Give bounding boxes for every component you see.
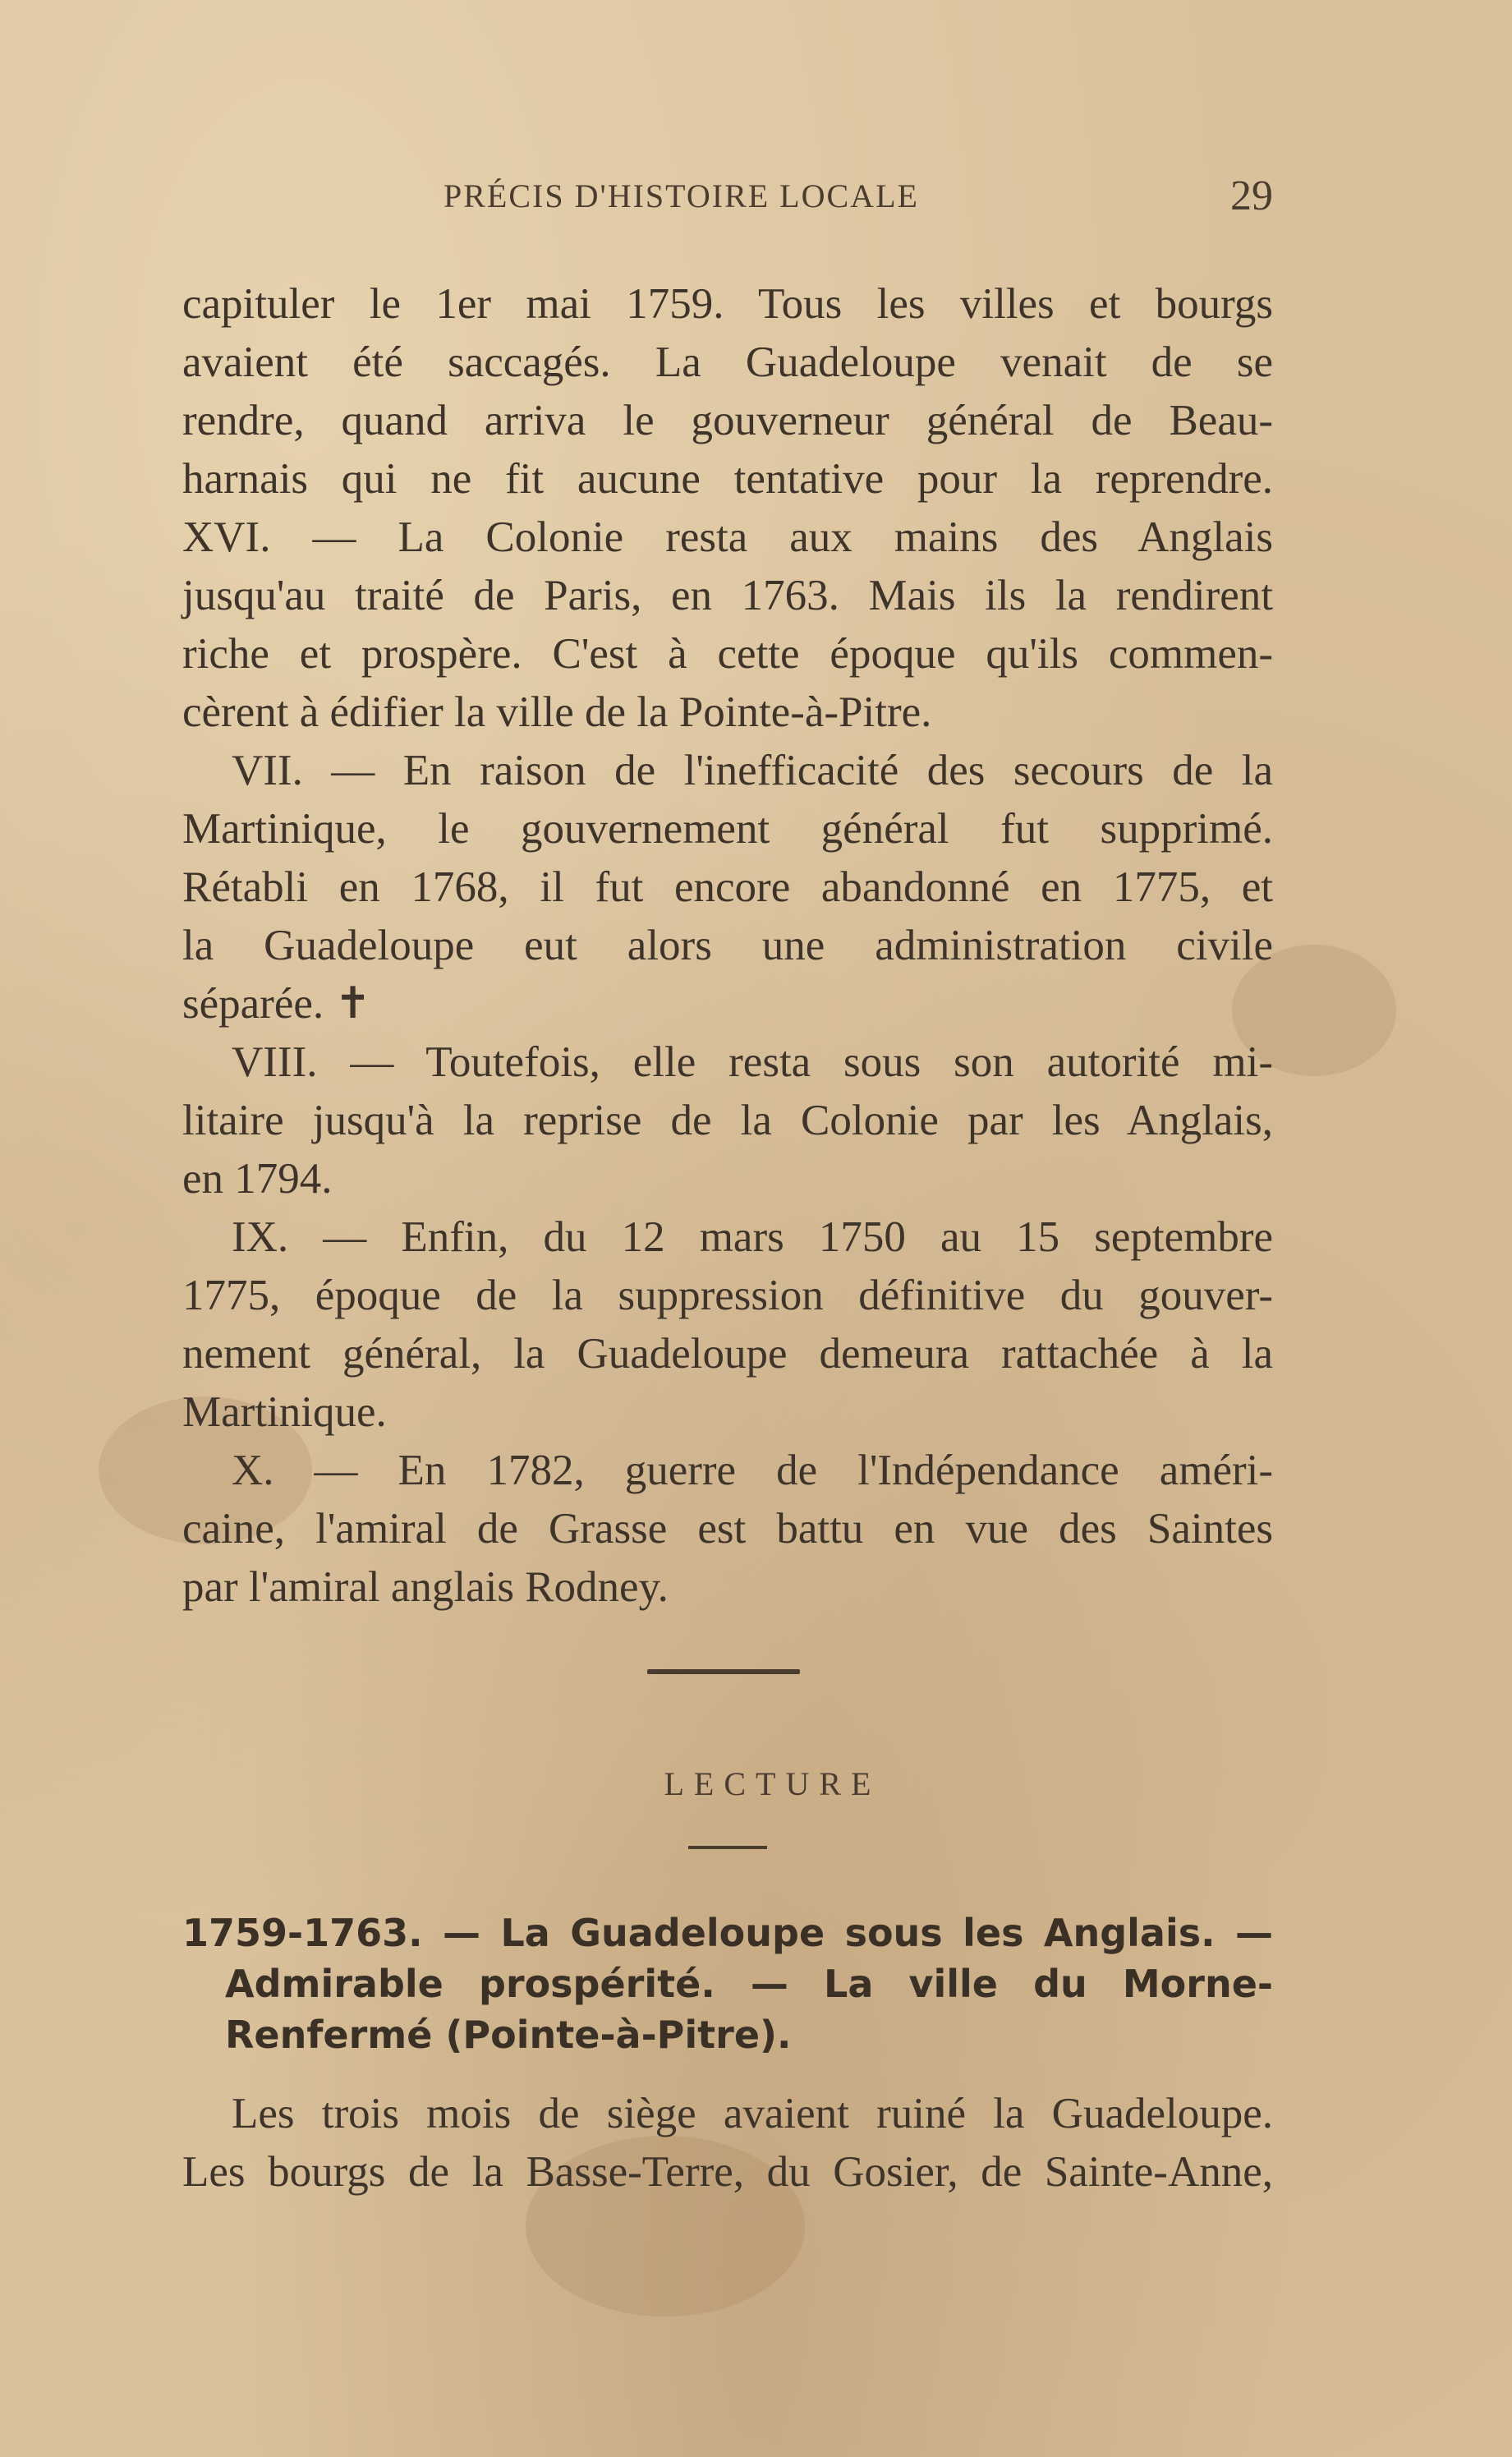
text-line: VII. — En raison de l'inefficacité des secours de la xyxy=(232,747,1273,794)
text-line: caine, l'amiral de Grasse est battu en vue des Saintes xyxy=(182,1505,1273,1553)
text-line: IX. — Enfin, du 12 mars 1750 au 15 septembre xyxy=(232,1213,1273,1261)
text-line: harnais qui ne fit aucune tentative pour la reprendre. xyxy=(182,455,1273,503)
text-line: Admirable prospérité. — La ville du Morne- xyxy=(225,1962,1273,2006)
lecture-text xyxy=(182,2085,1273,2202)
section-title: LECTURE xyxy=(664,1765,881,1802)
title-underline xyxy=(688,1846,767,1849)
text-line: Martinique, le gouvernement général fut supprimé. xyxy=(182,805,1273,853)
text-line: nement général, la Guadeloupe demeura rattachée à la xyxy=(182,1330,1273,1378)
text-line: en 1794. xyxy=(182,1155,333,1203)
text-line: Martinique. xyxy=(182,1388,387,1436)
text-line: la Guadeloupe eut alors une administration civile xyxy=(182,922,1273,969)
text-line: par l'amiral anglais Rodney. xyxy=(182,1563,669,1611)
text-line: rendre, quand arriva le gouverneur général de Beau- xyxy=(182,397,1273,444)
page-number: 29 xyxy=(1230,173,1273,219)
text-line: cèrent à édifier la ville de la Pointe-à-Pitre. xyxy=(182,688,932,736)
text-line: riche et prospère. C'est à cette époque qu'ils commen- xyxy=(182,630,1273,678)
text-line: jusqu'au traité de Paris, en 1763. Mais ils la rendirent xyxy=(182,572,1273,619)
text-line: 1775, époque de la suppression définitive du gouver- xyxy=(182,1272,1273,1319)
text-line: Les bourgs de la Basse-Terre, du Gosier, de Sainte-Anne, xyxy=(182,2148,1273,2196)
text-line: capituler le 1er mai 1759. Tous les villes et bourgs xyxy=(182,280,1273,328)
text-line: Renfermé (Pointe-à-Pitre). xyxy=(225,2013,792,2057)
text-line: Rétabli en 1768, il fut encore abandonné en 1775, et xyxy=(182,863,1273,911)
running-title: PRÉCIS D'HISTOIRE LOCALE xyxy=(443,177,919,214)
text-line: XVI. — La Colonie resta aux mains des Anglais xyxy=(182,513,1273,561)
page-header xyxy=(443,173,1273,226)
text-line: Les trois mois de siège avaient ruiné la Guadeloupe. xyxy=(232,2090,1273,2137)
text-line: X. — En 1782, guerre de l'Indépendance améri- xyxy=(232,1447,1273,1494)
section-divider xyxy=(647,1669,800,1674)
body-text xyxy=(182,275,1273,1617)
lecture-heading xyxy=(182,1907,1273,2060)
text-line: 1759-1763. — La Guadeloupe sous les Anglais. — xyxy=(182,1911,1273,1955)
text-line: séparée. ✝ xyxy=(182,980,371,1028)
text-line: avaient été saccagés. La Guadeloupe venait de se xyxy=(182,338,1273,386)
text-line: VIII. — Toutefois, elle resta sous son autorité mi- xyxy=(232,1038,1273,1086)
text-line: litaire jusqu'à la reprise de la Colonie par les Anglais, xyxy=(182,1097,1273,1144)
